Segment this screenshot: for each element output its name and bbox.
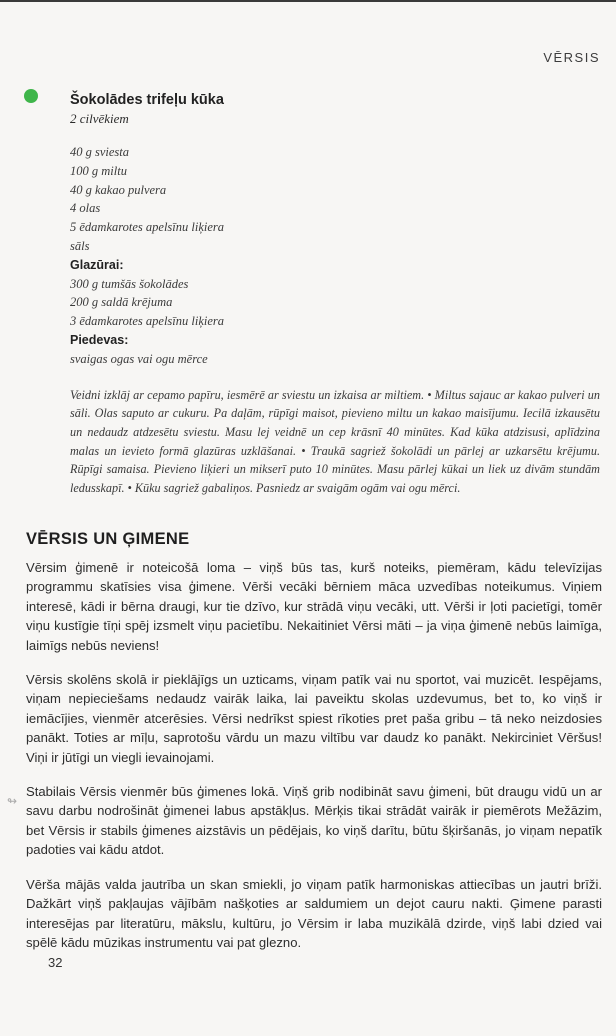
glaze-item: 200 g saldā krējuma [70, 295, 173, 310]
serving-heading: Piedevas: [70, 332, 129, 347]
ingredient-item: 4 olas [70, 201, 101, 216]
recipe-bullet-icon [24, 89, 38, 103]
serving-item: svaigas ogas vai ogu mērce [70, 351, 208, 366]
top-rule [0, 0, 616, 2]
body-paragraph: Vērša mājās valda jautrība un skan smiekli, jo viņam patīk harmoniskas attiecības un jautri brīži. Dažkārt viņš pakļaujas vājībām našķoties ar saldumiem un dejot cauru nakti. Ģimene parasti interesējas par literatūru, mākslu, kultūru, jo Vērsim ir laba muzikālā dzirde, viņš labi dzied vai spēlē kādu mūzikas instrumentu vai pat gleznо. [26, 876, 602, 950]
body-paragraph: Vērsis skolēns skolā ir pieklājīgs un uzticams, viņam patīk vai nu sportot, vai muzicēt. Iespējams, viņam nepieciešams nedaudz vairāk laika, lai paveiktu skolas uzdevumus, bet to, ko viņš ir iemācījies, vienmēr atcerēsies. Vērsi nedrīkst spiest rīkoties pret paša gribu – tā neko neizdosies panākt. Toties ar mīļu, saprotošu vārdu un mazu viltību var daudz ko panākt. Nekirciniet Vēršus! Viņi ir jūtīgi un viegli ievainojami. [26, 672, 602, 765]
body-paragraph: Vērsim ģimenē ir noteicošā loma – viņš būs tas, kurš noteiks, piemēram, kādu televīzijas programmu skatīsies visa ģimene. Vērši vecāki bērniem māca uzvedības noteikumus. Viņiem interesē, kādi ir bērna draugi, kur tie dzīvo, kur strādā viņu vecāki, utt. Vērši ir ļoti pacietīgi, tomēr viņu kustīgie tīņi spēj izsmelt viņu pacietību. Nekaitiniet Vērsi māti – ja viņa ģimenē nebūs laimīga, laimīgs nebūs neviens! [26, 560, 602, 653]
running-head: VĒRSIS [543, 50, 600, 65]
ingredient-item: 100 g miltu [70, 163, 127, 178]
recipe-block [70, 91, 600, 498]
ingredient-item: sāls [70, 238, 90, 253]
section-body [26, 558, 602, 967]
serving-list [70, 350, 600, 369]
recipe-serves: 2 cilvēkiem [70, 111, 129, 126]
page-number: 32 [48, 955, 63, 970]
glaze-heading: Glazūrai: [70, 257, 124, 272]
glaze-item: 300 g tumšās šokolādes [70, 276, 189, 291]
ingredient-item: 5 ēdamkarotes apelsīnu liķiera [70, 220, 225, 235]
ingredient-item: 40 g kakao pulvera [70, 182, 167, 197]
margin-mark-icon: ↬ [7, 794, 18, 808]
recipe-method: Veidni izklāj ar cepamo papīru, iesmērē ar sviestu un izkaisa ar miltiem. • Miltus sajauc ar kakao pulveri un sāli. Olas saputo ar cukuru. Pa daļām, rūpīgi maisot, pievieno miltu un kakao maisījumu. Iecilā izkausētu un nedaudz atdzesētu sviestu. Masu lej veidnē un cep krāsnī 40 minūtes. Kad kūka atdzisusi, aplīdzina malas un ievieto formā glazūras uzklāšanai. • Traukā sagriež šokolādi un pārlej ar uzkarsētu krējumu. Rūpīgi samaisa. Pievieno liķieri un mikserī puto 10 minūtes. Masu pārlej kūkai un liek uz divām stundām ledusskapī. • Kūku sagriež gabaliņos. Pasniedz ar svaigām ogām vai ogu mērci. [70, 387, 600, 496]
ingredient-item: 40 g sviesta [70, 145, 130, 159]
body-paragraph: Stabilais Vērsis vienmēr būs ģimenes lokā. Viņš grib nodibināt savu ģimeni, būt draugu vidū un ar savu darbu nodrošināt ģimenei labus apstākļus. Mērķis tikai strādāt vairāk ir piemērots Mežāzim, bet Vērsis ir stabils ģimenes aizstāvis un pēdējais, ko viņš darītu, būtu šķiršanās, jo viņam nepatīk padoties vai kādu atdot. [26, 784, 602, 858]
ingredient-list [70, 143, 600, 256]
glaze-list [70, 275, 600, 331]
glaze-item: 3 ēdamkarotes apelsīnu liķiera [70, 314, 225, 329]
section-title: VĒRSIS UN ĢIMENE [26, 530, 190, 548]
recipe-title: Šokolādes trifeļu kūka [70, 92, 224, 108]
